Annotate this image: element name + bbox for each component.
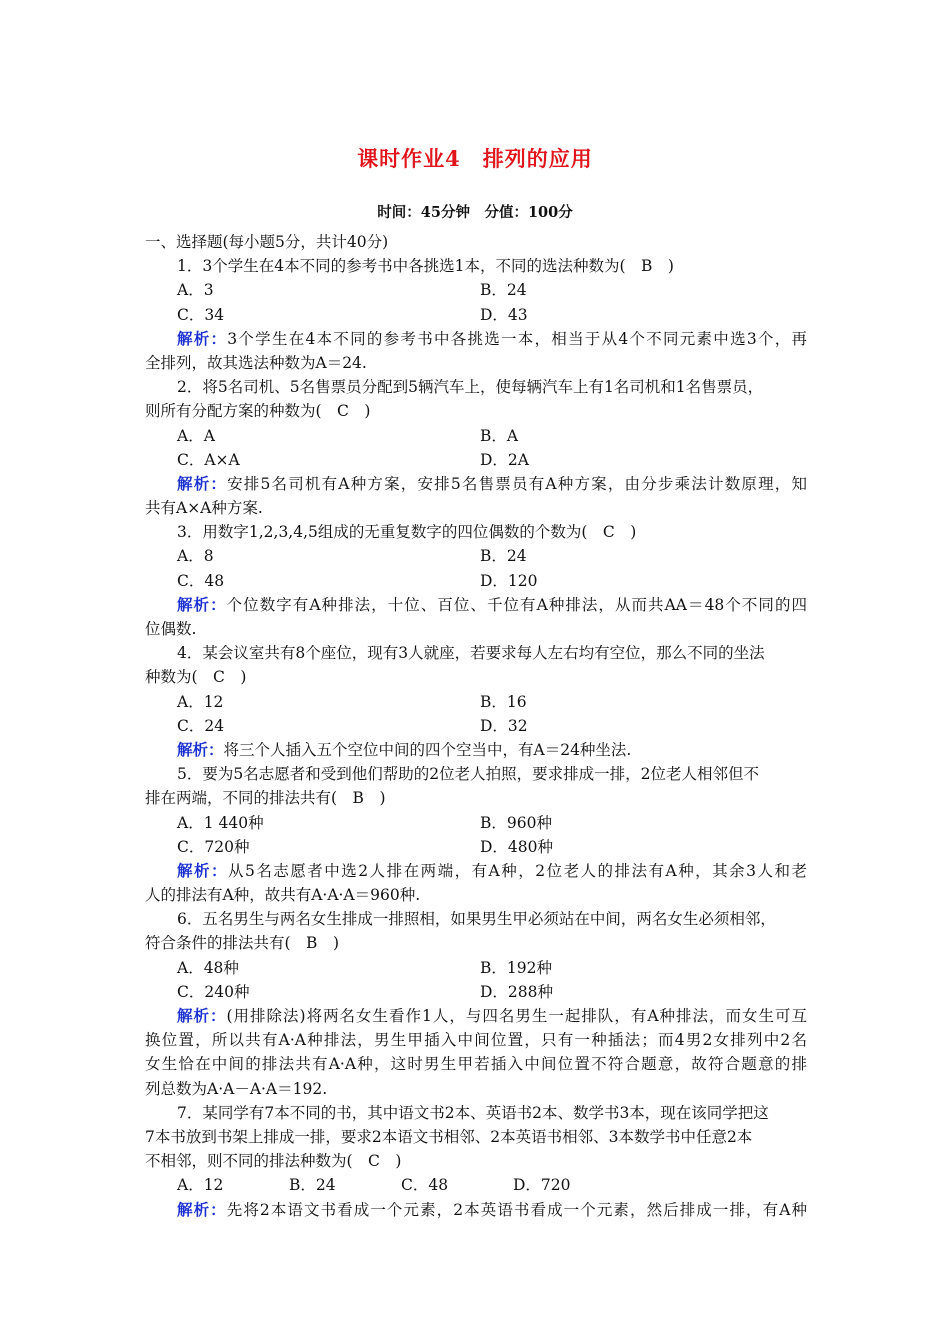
option-a: A．3 (177, 281, 214, 300)
analysis-cont: 换位置，所以共有A·A种排法，男生甲插入中间位置，只有一种插法；而4男2女排列中2名 (145, 1031, 807, 1050)
analysis-label: 解析： (177, 328, 228, 348)
question-6-cont: 符合条件的排法共有( B ) (145, 934, 339, 953)
option-a: A．12 (177, 692, 224, 711)
option-b: B．192种 (480, 958, 552, 977)
analysis: 解析：(用排除法)将两名女生看作1人，与四名男生一起排队，有A种排法，而女生可互 (177, 1006, 807, 1025)
option-a: A．48种 (177, 958, 239, 977)
options-row (145, 714, 807, 738)
analysis: 解析：个位数字有A种排法，十位、百位、千位有A种排法，从而共AA＝48个不同的四 (177, 594, 807, 614)
option-d: D．288种 (480, 982, 554, 1001)
options-row (145, 835, 807, 859)
question-7-cont: 不相邻，则不同的排法种数为( C ) (145, 1152, 402, 1171)
option-c: C．240种 (177, 982, 250, 1001)
analysis-cont: 全排列，故其选法种数为A＝24. (145, 353, 367, 372)
option-a: A．A (177, 426, 215, 445)
analysis: 解析：从5名志愿者中选2人排在两端，有A种，2位老人的排法有A种，其余3人和老 (177, 860, 807, 880)
option-d: D．43 (480, 305, 528, 324)
option-b: B．24 (480, 547, 527, 566)
analysis: 解析：将三个人插入五个空位中间的四个空当中，有A＝24种坐法. (177, 739, 632, 759)
option-c: C．48 (177, 571, 225, 590)
question-4: 4．某会议室共有8个座位，现有3人就座，若要求每人左右均有空位，那么不同的坐法 (177, 644, 765, 663)
question-7-cont: 7本书放到书架上排成一排，要求2本语文书相邻、2本英语书相邻、3本数学书中任意2本 (145, 1127, 753, 1146)
question-3: 3．用数字1,2,3,4,5组成的无重复数字的四位偶数的个数为( C ) (177, 523, 637, 542)
options-row (145, 544, 807, 568)
time-score-info: 时间：45分钟 分值：100分 (377, 204, 573, 221)
option-d: D．32 (480, 716, 528, 735)
analysis-label: 解析： (177, 594, 227, 614)
section-heading: 一、选择题(每小题5分，共计40分) (145, 233, 389, 251)
analysis-label: 解析： (177, 1006, 227, 1025)
question-6: 6．五名男生与两名女生排成一排照相，如果男生甲必须站在中间，两名女生必须相邻， (177, 910, 776, 929)
options-row (145, 811, 807, 835)
options-row (145, 690, 807, 714)
question-5-cont: 排在两端，不同的排法共有( B ) (145, 789, 386, 808)
analysis: 解析：安排5名司机有A种方案，安排5名售票员有A种方案，由分步乘法计数原理，知 (177, 473, 807, 493)
content (145, 230, 807, 1222)
option-a: A．1 440种 (177, 813, 264, 832)
analysis-label: 解析： (177, 473, 228, 493)
option-c: C．48 (401, 1176, 449, 1195)
question-2-cont: 则所有分配方案的种数为( C ) (145, 402, 371, 421)
analysis-cont: 位偶数. (145, 620, 197, 638)
option-b: B．16 (480, 692, 527, 711)
question-2: 2．将5名司机、5名售票员分配到5辆汽车上，使每辆汽车上有1名司机和1名售票员， (177, 378, 764, 397)
analysis: 解析：先将2本语文书看成一个元素，2本英语书看成一个元素，然后排成一排，有A种 (177, 1199, 807, 1219)
option-c: C．A×A (177, 450, 240, 469)
option-c: C．720种 (177, 837, 250, 856)
options-row (145, 278, 807, 302)
analysis-label: 解析： (177, 739, 224, 759)
analysis-cont: 共有A×A种方案. (145, 499, 263, 518)
analysis-cont: 列总数为A·A－A·A＝192. (145, 1079, 328, 1098)
option-b: B．A (480, 426, 519, 445)
option-b: B．24 (480, 281, 527, 300)
option-d: D．120 (480, 571, 538, 590)
analysis: 解析：3个学生在4本不同的参考书中各挑选一本，相当于从4个不同元素中选3个，再 (177, 328, 807, 348)
options-row (145, 980, 807, 1004)
options-row (145, 424, 807, 448)
question-1: 1．3个学生在4本不同的参考书中各挑选1本，不同的选法种数为( B ) (177, 257, 674, 276)
question-4-cont: 种数为( C ) (145, 668, 247, 687)
option-c: C．34 (177, 305, 225, 324)
analysis-cont: 女生恰在中间的排法共有A·A种，这时男生甲若插入中间位置不符合题意，故符合题意的排 (145, 1055, 807, 1074)
option-d: D．720 (513, 1176, 571, 1195)
page-title: 课时作业4 排列的应用 (357, 146, 593, 171)
options-row (145, 569, 807, 593)
analysis-cont: 人的排法有A种，故共有A·A·A＝960种. (145, 886, 421, 905)
options-row (145, 956, 807, 980)
analysis-label: 解析： (177, 860, 228, 880)
option-b: B．960种 (480, 813, 552, 832)
option-a: A．8 (177, 547, 214, 566)
analysis-label: 解析： (177, 1199, 227, 1219)
question-5: 5．要为5名志愿者和受到他们帮助的2位老人拍照，要求排成一排，2位老人相邻但不 (177, 765, 759, 784)
options-row (145, 448, 807, 472)
options-row (145, 1173, 807, 1197)
question-7: 7．某同学有7本不同的书，其中语文书2本、英语书2本、数学书3本，现在该同学把这 (177, 1103, 769, 1122)
option-c: C．24 (177, 716, 225, 735)
option-a: A．12 (177, 1176, 224, 1195)
option-d: D．2A (480, 450, 529, 469)
option-d: D．480种 (480, 837, 554, 856)
option-b: B．24 (289, 1176, 336, 1195)
options-row (145, 303, 807, 327)
